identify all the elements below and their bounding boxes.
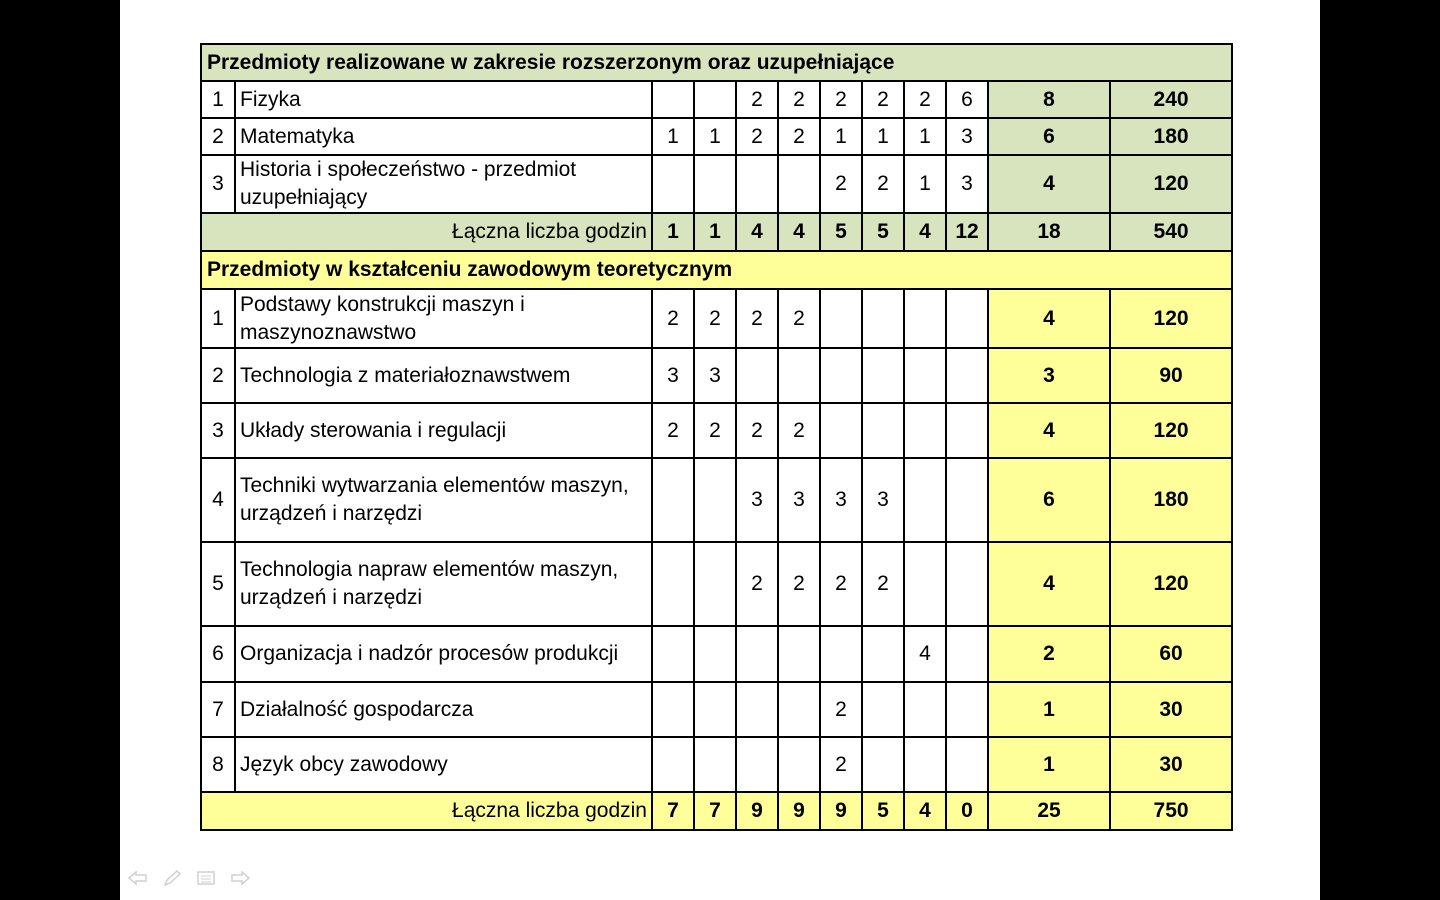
hours-cell [652, 458, 694, 542]
arrow-left-icon[interactable] [128, 870, 148, 888]
hours-cell [652, 682, 694, 737]
summary-cell: 4 [778, 213, 820, 251]
subject-name: Organizacja i nadzór procesów produkcji [235, 626, 652, 682]
subject-name: Matematyka [235, 118, 652, 155]
slide [120, 0, 1320, 900]
total-cell: 6 [988, 458, 1110, 542]
summary-cell: 7 [652, 792, 694, 830]
row-index: 3 [201, 403, 235, 458]
summary-cell: 5 [862, 213, 904, 251]
subject-name: Fizyka [235, 81, 652, 118]
table-row [201, 348, 1232, 403]
hours-cell: 3 [652, 348, 694, 403]
table-row [201, 682, 1232, 737]
subject-name: Historia i społeczeństwo - przedmiot uzupełniający [235, 155, 652, 213]
hours-cell: 3 [694, 348, 736, 403]
hours-cell [946, 626, 988, 682]
hours-cell [652, 81, 694, 118]
summary-label: Łączna liczba godzin [201, 792, 652, 830]
hours-cell: 3 [946, 155, 988, 213]
summary-cell: 1 [652, 213, 694, 251]
hours-cell [694, 737, 736, 792]
hours-cell [946, 542, 988, 626]
row-index: 2 [201, 348, 235, 403]
hours-cell [904, 542, 946, 626]
hours-total-cell: 120 [1110, 155, 1232, 213]
summary-cell: 4 [736, 213, 778, 251]
hours-cell: 3 [820, 458, 862, 542]
row-index: 5 [201, 542, 235, 626]
section-header: Przedmioty w kształceniu zawodowym teoretycznym [201, 251, 1232, 289]
hours-total-cell: 120 [1110, 289, 1232, 348]
hours-total-cell: 180 [1110, 458, 1232, 542]
hours-cell [736, 348, 778, 403]
hours-cell [820, 348, 862, 403]
hours-cell: 1 [862, 118, 904, 155]
hours-cell [652, 542, 694, 626]
total-cell: 4 [988, 155, 1110, 213]
hours-cell: 2 [652, 289, 694, 348]
row-index: 2 [201, 118, 235, 155]
hours-cell: 4 [904, 626, 946, 682]
hours-cell [862, 626, 904, 682]
hours-cell: 2 [778, 542, 820, 626]
hours-cell [820, 626, 862, 682]
hours-cell [652, 626, 694, 682]
total-cell: 4 [988, 289, 1110, 348]
hours-cell [694, 81, 736, 118]
hours-cell [946, 289, 988, 348]
table-row [201, 155, 1232, 213]
hours-cell: 2 [778, 289, 820, 348]
hours-cell: 3 [778, 458, 820, 542]
row-index: 1 [201, 289, 235, 348]
summary-cell: 4 [904, 213, 946, 251]
hours-cell [778, 737, 820, 792]
table-row [201, 289, 1232, 348]
subject-name: Technologia z materiałoznawstwem [235, 348, 652, 403]
hours-cell [820, 289, 862, 348]
pen-icon[interactable] [162, 870, 182, 888]
subject-name: Techniki wytwarzania elementów maszyn, urządzeń i narzędzi [235, 458, 652, 542]
hours-cell: 2 [862, 155, 904, 213]
table-row [201, 118, 1232, 155]
hours-cell [904, 348, 946, 403]
total-cell: 1 [988, 682, 1110, 737]
hours-cell: 2 [694, 289, 736, 348]
row-index: 3 [201, 155, 235, 213]
hours-cell: 2 [736, 289, 778, 348]
arrow-right-icon[interactable] [230, 870, 250, 888]
summary-row [201, 213, 1232, 251]
hours-cell [946, 458, 988, 542]
summary-cell: 5 [820, 213, 862, 251]
hours-cell [652, 155, 694, 213]
summary-hours-cell: 750 [1110, 792, 1232, 830]
hours-total-cell: 30 [1110, 682, 1232, 737]
hours-cell [946, 682, 988, 737]
hours-cell [778, 682, 820, 737]
hours-cell: 1 [904, 155, 946, 213]
summary-row [201, 792, 1232, 830]
hours-cell: 2 [652, 403, 694, 458]
hours-cell: 2 [820, 542, 862, 626]
row-index: 4 [201, 458, 235, 542]
hours-total-cell: 120 [1110, 403, 1232, 458]
total-cell: 4 [988, 403, 1110, 458]
slide-navigation [128, 870, 250, 888]
table-row [201, 458, 1232, 542]
hours-cell [946, 348, 988, 403]
hours-cell [862, 737, 904, 792]
hours-cell: 2 [736, 542, 778, 626]
hours-cell [904, 458, 946, 542]
hours-cell [778, 155, 820, 213]
summary-cell: 5 [862, 792, 904, 830]
hours-cell [694, 542, 736, 626]
hours-cell: 2 [778, 403, 820, 458]
hours-total-cell: 30 [1110, 737, 1232, 792]
summary-total-cell: 25 [988, 792, 1110, 830]
hours-cell: 2 [820, 682, 862, 737]
hours-total-cell: 60 [1110, 626, 1232, 682]
hours-cell [904, 737, 946, 792]
hours-total-cell: 240 [1110, 81, 1232, 118]
curriculum-table [200, 43, 1233, 831]
hours-cell [862, 348, 904, 403]
hours-cell: 2 [736, 81, 778, 118]
summary-cell: 0 [946, 792, 988, 830]
hours-cell: 3 [736, 458, 778, 542]
row-index: 8 [201, 737, 235, 792]
total-cell: 2 [988, 626, 1110, 682]
summary-cell: 7 [694, 792, 736, 830]
hours-cell [904, 682, 946, 737]
table-row [201, 403, 1232, 458]
summary-cell: 4 [904, 792, 946, 830]
summary-total-cell: 18 [988, 213, 1110, 251]
hours-cell [736, 155, 778, 213]
summary-cell: 9 [778, 792, 820, 830]
hours-cell: 2 [820, 81, 862, 118]
hours-cell: 2 [862, 81, 904, 118]
hours-cell: 3 [862, 458, 904, 542]
hours-cell [946, 737, 988, 792]
table-row [201, 542, 1232, 626]
hours-cell [946, 403, 988, 458]
hours-cell [694, 155, 736, 213]
table-row [201, 626, 1232, 682]
hours-cell: 2 [736, 403, 778, 458]
summary-cell: 9 [820, 792, 862, 830]
hours-cell [778, 626, 820, 682]
total-cell: 6 [988, 118, 1110, 155]
hours-cell [736, 626, 778, 682]
subject-name: Działalność gospodarcza [235, 682, 652, 737]
menu-icon[interactable] [196, 870, 216, 888]
hours-cell: 2 [694, 403, 736, 458]
hours-cell [694, 458, 736, 542]
hours-cell: 2 [862, 542, 904, 626]
summary-cell: 9 [736, 792, 778, 830]
row-index: 1 [201, 81, 235, 118]
hours-cell: 2 [904, 81, 946, 118]
total-cell: 3 [988, 348, 1110, 403]
hours-cell [862, 289, 904, 348]
hours-cell: 2 [778, 118, 820, 155]
hours-cell: 6 [946, 81, 988, 118]
table-row [201, 81, 1232, 118]
subject-name: Język obcy zawodowy [235, 737, 652, 792]
subject-name: Podstawy konstrukcji maszyn i maszynoznawstwo [235, 289, 652, 348]
hours-cell: 2 [820, 155, 862, 213]
hours-cell: 2 [778, 81, 820, 118]
summary-cell: 12 [946, 213, 988, 251]
hours-cell: 3 [946, 118, 988, 155]
hours-cell [862, 403, 904, 458]
hours-cell [820, 403, 862, 458]
hours-cell: 1 [820, 118, 862, 155]
summary-label: Łączna liczba godzin [201, 213, 652, 251]
section-header: Przedmioty realizowane w zakresie rozszerzonym oraz uzupełniające [201, 44, 1232, 81]
hours-cell [694, 682, 736, 737]
subject-name: Technologia napraw elementów maszyn, urządzeń i narzędzi [235, 542, 652, 626]
hours-total-cell: 120 [1110, 542, 1232, 626]
hours-cell: 1 [694, 118, 736, 155]
row-index: 7 [201, 682, 235, 737]
hours-cell: 1 [904, 118, 946, 155]
hours-cell [778, 348, 820, 403]
hours-cell [736, 682, 778, 737]
hours-cell: 1 [652, 118, 694, 155]
summary-cell: 1 [694, 213, 736, 251]
total-cell: 8 [988, 81, 1110, 118]
hours-cell [904, 403, 946, 458]
summary-hours-cell: 540 [1110, 213, 1232, 251]
total-cell: 1 [988, 737, 1110, 792]
hours-cell [736, 737, 778, 792]
hours-cell: 2 [820, 737, 862, 792]
subject-name: Układy sterowania i regulacji [235, 403, 652, 458]
hours-total-cell: 180 [1110, 118, 1232, 155]
table-row [201, 737, 1232, 792]
hours-total-cell: 90 [1110, 348, 1232, 403]
row-index: 6 [201, 626, 235, 682]
hours-cell [652, 737, 694, 792]
hours-cell [862, 682, 904, 737]
hours-cell [694, 626, 736, 682]
hours-cell: 2 [736, 118, 778, 155]
total-cell: 4 [988, 542, 1110, 626]
hours-cell [904, 289, 946, 348]
